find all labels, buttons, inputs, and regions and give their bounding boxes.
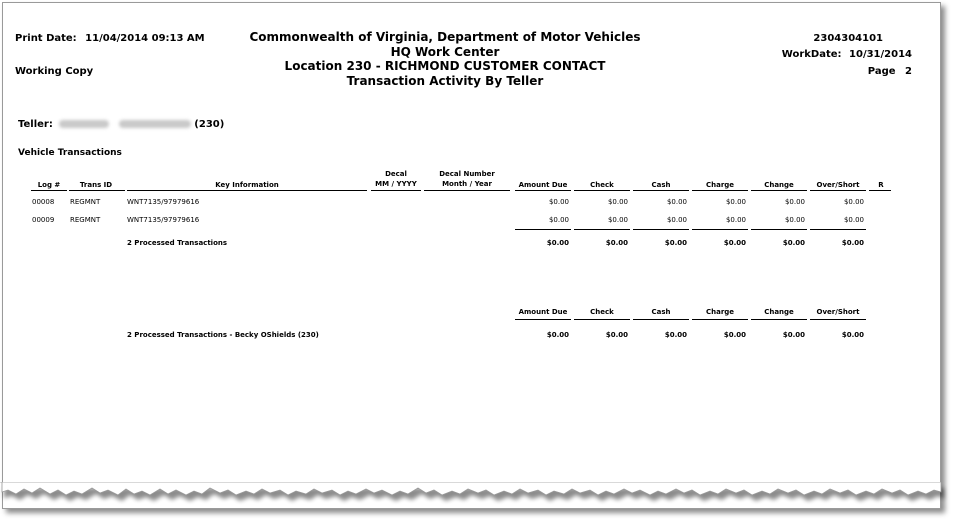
over-short-cell: $0.00: [843, 216, 864, 224]
header-underline: [371, 190, 421, 191]
subtotal-over-short: $0.00: [841, 239, 864, 247]
log-cell: 00009: [32, 216, 55, 224]
col-log: Log #: [37, 181, 61, 189]
page-number: 2: [905, 66, 912, 77]
col-decal-top: Decal: [385, 170, 407, 178]
summary-amount-due: $0.00: [546, 331, 569, 339]
summary-col-cash: Cash: [651, 308, 671, 316]
teller-line: [18, 119, 224, 130]
working-copy: Working Copy: [15, 66, 94, 77]
summary-cash: $0.00: [664, 331, 687, 339]
cash-cell: $0.00: [666, 198, 687, 206]
col-check: Check: [590, 181, 614, 189]
subtotal-charge: $0.00: [723, 239, 746, 247]
title-line-3: Location 230 - RICHMOND CUSTOMER CONTACT: [284, 59, 606, 73]
header-underline: [692, 190, 748, 191]
summary-col-change: Change: [764, 308, 794, 316]
trans-id-cell: REGMNT: [70, 198, 101, 206]
change-cell: $0.00: [784, 198, 805, 206]
check-cell: $0.00: [607, 216, 628, 224]
header-underline: [69, 190, 125, 191]
page-label: Page: [867, 66, 896, 77]
summary-change: $0.00: [782, 331, 805, 339]
report-number: 2304304101: [813, 33, 883, 44]
col-trans-id: Trans ID: [79, 181, 113, 189]
subtotal-rule: [810, 229, 866, 230]
header-underline: [869, 190, 891, 191]
amount-due-cell: $0.00: [548, 198, 569, 206]
report-title: [225, 30, 665, 88]
summary-header-underline: [692, 319, 748, 320]
col-decal: [370, 169, 422, 189]
print-date-value: 11/04/2014 09:13 AM: [85, 33, 205, 44]
header-underline: [633, 190, 689, 191]
subtotal-rule: [574, 229, 630, 230]
trans-id-cell: REGMNT: [70, 216, 101, 224]
summary-label: 2 Processed Transactions - Becky OShields (230): [127, 331, 319, 339]
summary-charge: $0.00: [723, 331, 746, 339]
cash-cell: $0.00: [666, 216, 687, 224]
title-line-1: Commonwealth of Virginia, Department of Motor Vehicles: [249, 30, 641, 44]
col-over-short: Over/Short: [816, 181, 860, 189]
subtotal-rule: [692, 229, 748, 230]
change-cell: $0.00: [784, 216, 805, 224]
header-underline: [515, 190, 571, 191]
title-line-2: HQ Work Center: [390, 44, 500, 59]
header-underline: [751, 190, 807, 191]
teller-label: Teller:: [18, 119, 53, 130]
col-r: R: [878, 181, 884, 189]
summary-header-underline: [574, 319, 630, 320]
summary-col-amount-due: Amount Due: [518, 308, 568, 316]
section-title: Vehicle Transactions: [18, 148, 122, 158]
summary-header-underline: [810, 319, 866, 320]
report-page: [2, 2, 941, 509]
print-date-label: Print Date:: [15, 33, 77, 44]
col-change: Change: [764, 181, 794, 189]
subtotal-change: $0.00: [782, 239, 805, 247]
header-underline: [31, 190, 67, 191]
title-line-4: Transaction Activity By Teller: [346, 73, 544, 88]
summary-col-charge: Charge: [705, 308, 735, 316]
key-info-cell: WNT7135/97979616: [127, 198, 200, 206]
col-decal-bottom: MM / YYYY: [375, 180, 417, 188]
subtotal-rule: [633, 229, 689, 230]
header-underline: [127, 190, 367, 191]
key-info-cell: WNT7135/97979616: [127, 216, 200, 224]
summary-header-underline: [751, 319, 807, 320]
subtotal-label: 2 Processed Transactions: [127, 239, 228, 247]
header-underline: [574, 190, 630, 191]
amount-due-cell: $0.00: [548, 216, 569, 224]
summary-over-short: $0.00: [841, 331, 864, 339]
subtotal-check: $0.00: [605, 239, 628, 247]
col-amount-due: Amount Due: [518, 181, 568, 189]
charge-cell: $0.00: [725, 198, 746, 206]
work-date-label: WorkDate:: [781, 49, 842, 60]
work-date-value: 10/31/2014: [849, 49, 912, 60]
col-key-info: Key Information: [215, 181, 279, 189]
summary-header-underline: [515, 319, 571, 320]
subtotal-cash: $0.00: [664, 239, 687, 247]
check-cell: $0.00: [607, 198, 628, 206]
summary-check: $0.00: [605, 331, 628, 339]
over-short-cell: $0.00: [843, 198, 864, 206]
work-date: [782, 49, 912, 60]
summary-col-over-short: Over/Short: [816, 308, 860, 316]
col-charge: Charge: [705, 181, 735, 189]
subtotal-rule: [751, 229, 807, 230]
teller-suffix: (230): [194, 119, 225, 130]
subtotal-rule: [515, 229, 571, 230]
header-underline: [810, 190, 866, 191]
summary-header-underline: [633, 319, 689, 320]
col-decal-number-top: Decal Number: [439, 170, 495, 178]
summary-col-check: Check: [590, 308, 614, 316]
header-underline: [424, 190, 510, 191]
torn-edge-graphic: [0, 482, 958, 522]
col-decal-number-bottom: Month / Year: [442, 180, 492, 188]
page-indicator: [868, 66, 912, 77]
print-date: [15, 33, 205, 44]
charge-cell: $0.00: [725, 216, 746, 224]
redacted-teller-id: [59, 120, 109, 128]
redacted-teller-name: [119, 120, 191, 128]
col-cash: Cash: [651, 181, 671, 189]
log-cell: 00008: [32, 198, 55, 206]
subtotal-amount-due: $0.00: [546, 239, 569, 247]
col-decal-number: [424, 169, 510, 189]
